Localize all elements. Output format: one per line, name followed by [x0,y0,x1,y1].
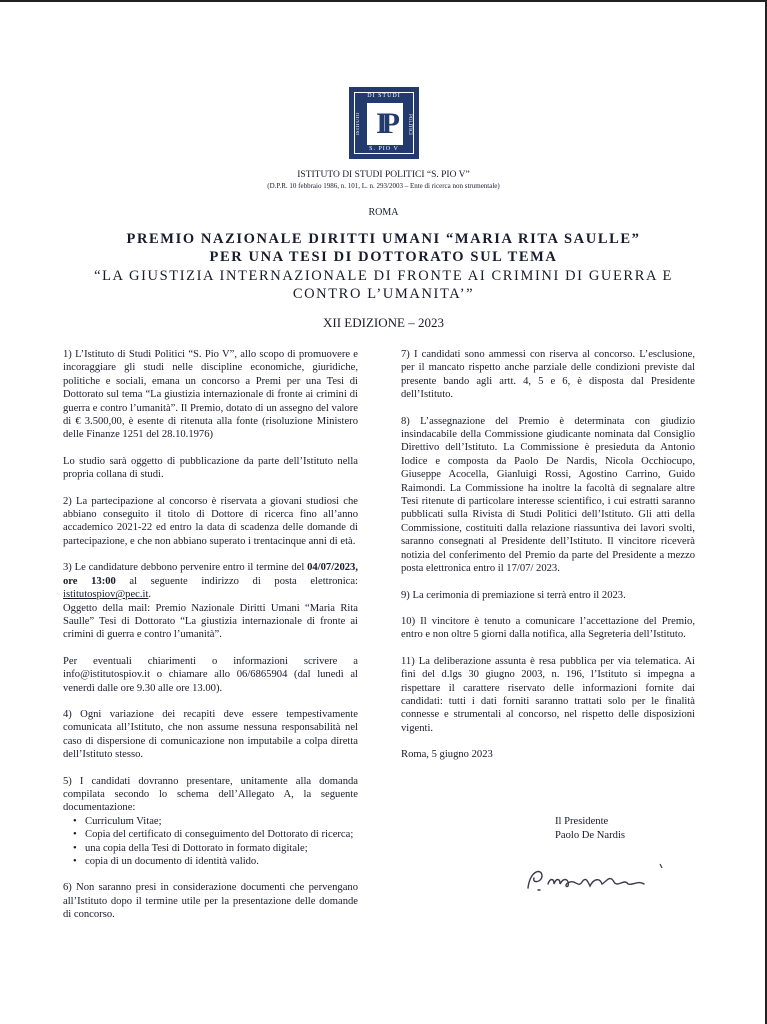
institute-name: ISTITUTO DI STUDI POLITICI “S. PIO V” [297,170,470,180]
signatory-block [555,815,625,843]
logo-ring-right: POLITICI [407,113,412,135]
logo-monogram: IP [367,103,403,145]
list-item: • Curriculum Vitae; [77,815,358,828]
logo-ring-bottom: S. PIO V [369,146,399,152]
institute-legal-note: (D.P.R. 10 febbraio 1986, n. 101, L. n. 293/2003 – Ente di ricerca non strumentale) [267,182,500,190]
list-item: • copia di un documento di identità valido. [77,855,358,868]
article-9: 9) La cerimonia di premiazione si terrà entro il 2023. [401,589,626,601]
article-11: 11) La deliberazione assunta è resa pubblica per via telematica. Ai fini del d.lgs 30 giugno 2003, n. 196, l’Istituto si impegna a rispettare il carattere riservato delle informazioni fornite dai candidati: tutti i dati forniti saranno trattati solo per le finalità connesse e strumentali al concorso, nel rispetto delle disposizioni vigenti. [401,655,695,734]
left-column [63,348,358,935]
page-top-border [0,0,767,2]
article-1: 1) L’Istituto di Studi Politici “S. Pio V”, allo scopo di promuovere e incoraggiare gli studi nelle discipline economiche, giuridiche, politiche e sociali, emana un concorso a Premi per una Tesi di Dottorato sul tema “La giustizia internazionale di fronte ai crimini di guerra e contro l’umanità”. Il Premio, dotato di un assegno del valore di € 3.500,00, è esente di ritenuta alla fonte (risoluzione Ministero delle Finanze 1251 del 28.10.1976) [63,349,358,441]
article-2: 2) La partecipazione al concorso è riservata a giovani studiosi che abbiano conseguito il titolo di Dottore di ricerca fino all’anno accademico 2021-22 ed entro la data di scadenza delle domande di partecipazione, e che non abbiano superato i trentacinque anni di età. [63,495,358,547]
article-5: 5) I candidati dovranno presentare, unitamente alla domanda compilata secondo lo schema dell’Allegato A, la seguente documentazione: [63,775,358,814]
article-3-contacts: Per eventuali chiarimenti o informazioni scrivere a info@istitutospiov.it o chiamare allo 06/6865904 (dal lunedì al venerdì dalle ore 9.30 alle ore 13.00). [63,655,358,694]
prize-title-line1: PREMIO NAZIONALE DIRITTI UMANI “MARIA RITA SAULLE” [126,231,641,247]
city-heading: ROMA [368,207,399,218]
article-8: 8) L’assegnazione del Premio è determinata con giudizio insindacabile della Commissione giudicante nominata dal Consiglio Direttivo dell’Istituto. La Commissione è presieduta da Antonio Iodice e composta da Paolo De Nardis, Nicola Occhiocupo, Giuseppe Acocella, Gianluigi Rossi, Agostino Carrino, Guido Raimondi. La Commissione ha inoltre la facoltà di segnalare altre Tesi ritenute di particolare interesse scientifico, i cui estratti saranno pubblicati sulla Rivista di Studi Politici dell’Istituto. Gli atti della Commissione, costituiti dalla relazione riassuntiva dei lavori svolti, saranno consegnati al Presidente dell’Istituto. Il vincitore riceverà notizia del conferimento del Premio da parte del Presidente a mezzo posta elettronica entro il 17/07/ 2023. [401,415,695,575]
edition-heading: XII EDIZIONE – 2023 [323,315,444,330]
logo-ring-left: ISTITUTO [356,112,361,136]
article-10: 10) Il vincitore è tenuto a comunicare l’accettazione del Premio, entro e non oltre 5 giorni dalla notifica, alla Segreteria dell’Istituto. [401,615,695,641]
signatory-name: Paolo De Nardis [555,830,626,841]
article-6: 6) Non saranno presi in considerazione documenti che pervengano all’Istituto dopo il termine utile per la presentazione delle domande di concorso. [63,882,358,921]
thesis-theme-line1: “LA GIUSTIZIA INTERNAZIONALE DI FRONTE AI CRIMINI DI GUERRA E [94,268,673,284]
logo-frame [354,92,414,154]
handwritten-signature [520,860,670,900]
logo-ring-top: DI STUDI [367,93,401,99]
thesis-theme-line2: CONTRO L’UMANITA’” [292,286,475,302]
pec-email-link[interactable]: istitutospiov@pec.it [63,589,149,601]
deadline: 04/07/2023, ore 13:00 [63,562,358,587]
article-3: 3) Le candidature debbono pervenire entro il termine del 04/07/2023, ore 13:00 al seguente indirizzo di posta elettronica: istitutospiov@pec.it. [63,562,358,601]
list-item: • Copia del certificato di conseguimento del Dottorato di ricerca; [77,828,358,841]
list-item: • una copia della Tesi di Dottorato in formato digitale; [77,842,358,855]
article-1-publication: Lo studio sarà oggetto di pubblicazione da parte dell’Istituto nella propria collana di studi. [63,455,358,481]
article-3-mail-subject: Oggetto della mail: Premio Nazionale Diritti Umani “Maria Rita Saulle” Tesi di Dottorato “La giustizia internazionale di fronte ai crimini di guerra e contro l’umanità”. [63,602,358,641]
prize-title-line2: PER UNA TESI DI DOTTORATO SUL TEMA [209,249,558,265]
right-column [401,348,695,775]
required-documents-list [77,815,358,869]
article-4: 4) Ogni variazione dei recapiti deve essere tempestivamente comunicata all’Istituto, che non assume nessuna responsabilità nel caso di dispersione di comunicazione non imputabile a colpa diretta dell’Istituto stesso. [63,708,358,761]
signatory-role: Il Presidente [555,816,609,827]
issue-date: Roma, 5 giugno 2023 [401,749,493,761]
article-7: 7) I candidati sono ammessi con riserva al concorso. L’esclusione, per il mancato rispetto anche parziale delle condizioni previste dal presente bando agli artt. 4, 5 e 6, è disposta dal Presidente dell’Istituto. [401,349,695,401]
institute-logo [349,87,419,159]
